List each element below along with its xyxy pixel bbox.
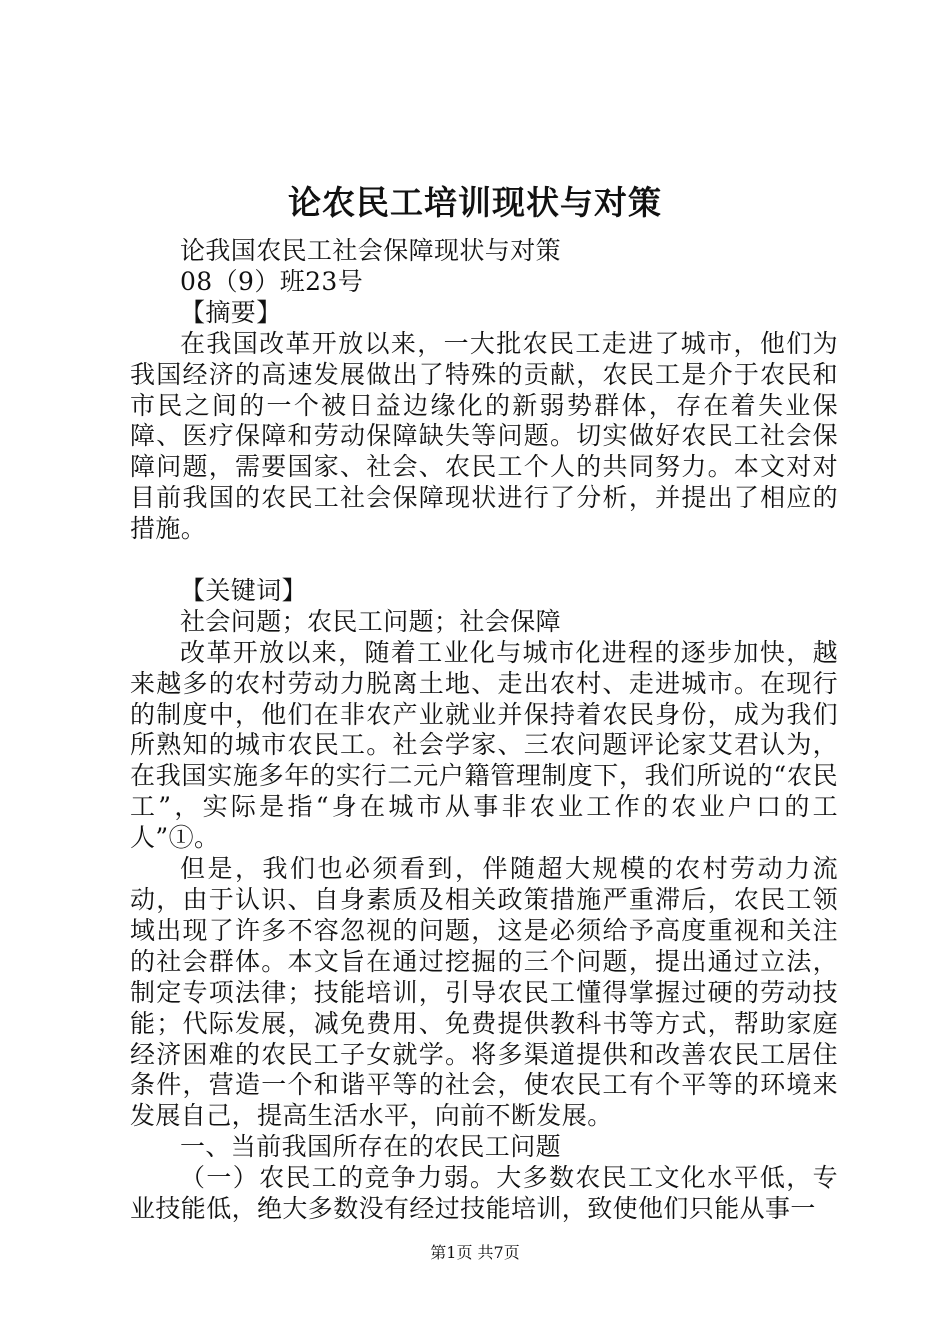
abstract-heading: 【摘要】: [180, 297, 282, 327]
body-paragraph: 但是，我们也必须看到，伴随超大规模的农村劳动力流动，由于认识、自身素质及相关政策措施严重滞后，农民工领域出现了许多不容忽视的问题，这是必须给予高度重视和关注的社会群体。本文旨在通过挖掘的三个问题，提出通过立法，制定专项法律；技能培训，引导农民工懂得掌握过硬的劳动技能；代际发展，减免费用、免费提供教科书等方式，帮助家庭经济困难的农民工子女就学。将多渠道提供和改善农民工居住条件，营造一个和谐平等的社会，使农民工有个平等的环境来发展自己，提高生活水平，向前不断发展。: [130, 854, 838, 1131]
document-title: 论农民工培训现状与对策: [288, 183, 662, 222]
subtitle-line: 论我国农民工社会保障现状与对策: [180, 236, 562, 265]
keywords-line: 社会问题；农民工问题；社会保障: [180, 606, 562, 636]
class-info-line: 08（9）班23号: [180, 266, 364, 296]
keywords-heading: 【关键词】: [180, 575, 308, 605]
abstract-paragraph: 在我国改革开放以来，一大批农民工走进了城市，他们为我国经济的高速发展做出了特殊的贡献，农民工是介于农民和市民之间的一个被日益边缘化的新弱势群体，存在着失业保障、医疗保障和劳动保障缺失等问题。切实做好农民工社会保障问题，需要国家、社会、农民工个人的共同努力。本文对对目前我国的农民工社会保障现状进行了分析，并提出了相应的措施。: [130, 328, 838, 544]
document-body: [130, 236, 838, 1225]
body-paragraph: 改革开放以来，随着工业化与城市化进程的逐步加快，越来越多的农村劳动力脱离土地、走出农村、走进城市。在现行的制度中，他们在非农产业就业并保持着农民身份，成为我们所熟知的城市农民工。社会学家、三农问题评论家艾君认为，在我国实施多年的实行二元户籍管理制度下，我们所说的“农民工”，实际是指“身在城市从事非农业工作的农业户口的工人”①。: [130, 637, 838, 853]
page-number-footer: 第1页 共7页: [430, 1243, 520, 1262]
section-heading: 一、当前我国所存在的农民工问题: [180, 1132, 562, 1162]
body-paragraph: （一）农民工的竞争力弱。大多数农民工文化水平低，专业技能低，绝大多数没有经过技能培训，致使他们只能从事一: [130, 1163, 838, 1224]
blank-line: [130, 545, 838, 576]
